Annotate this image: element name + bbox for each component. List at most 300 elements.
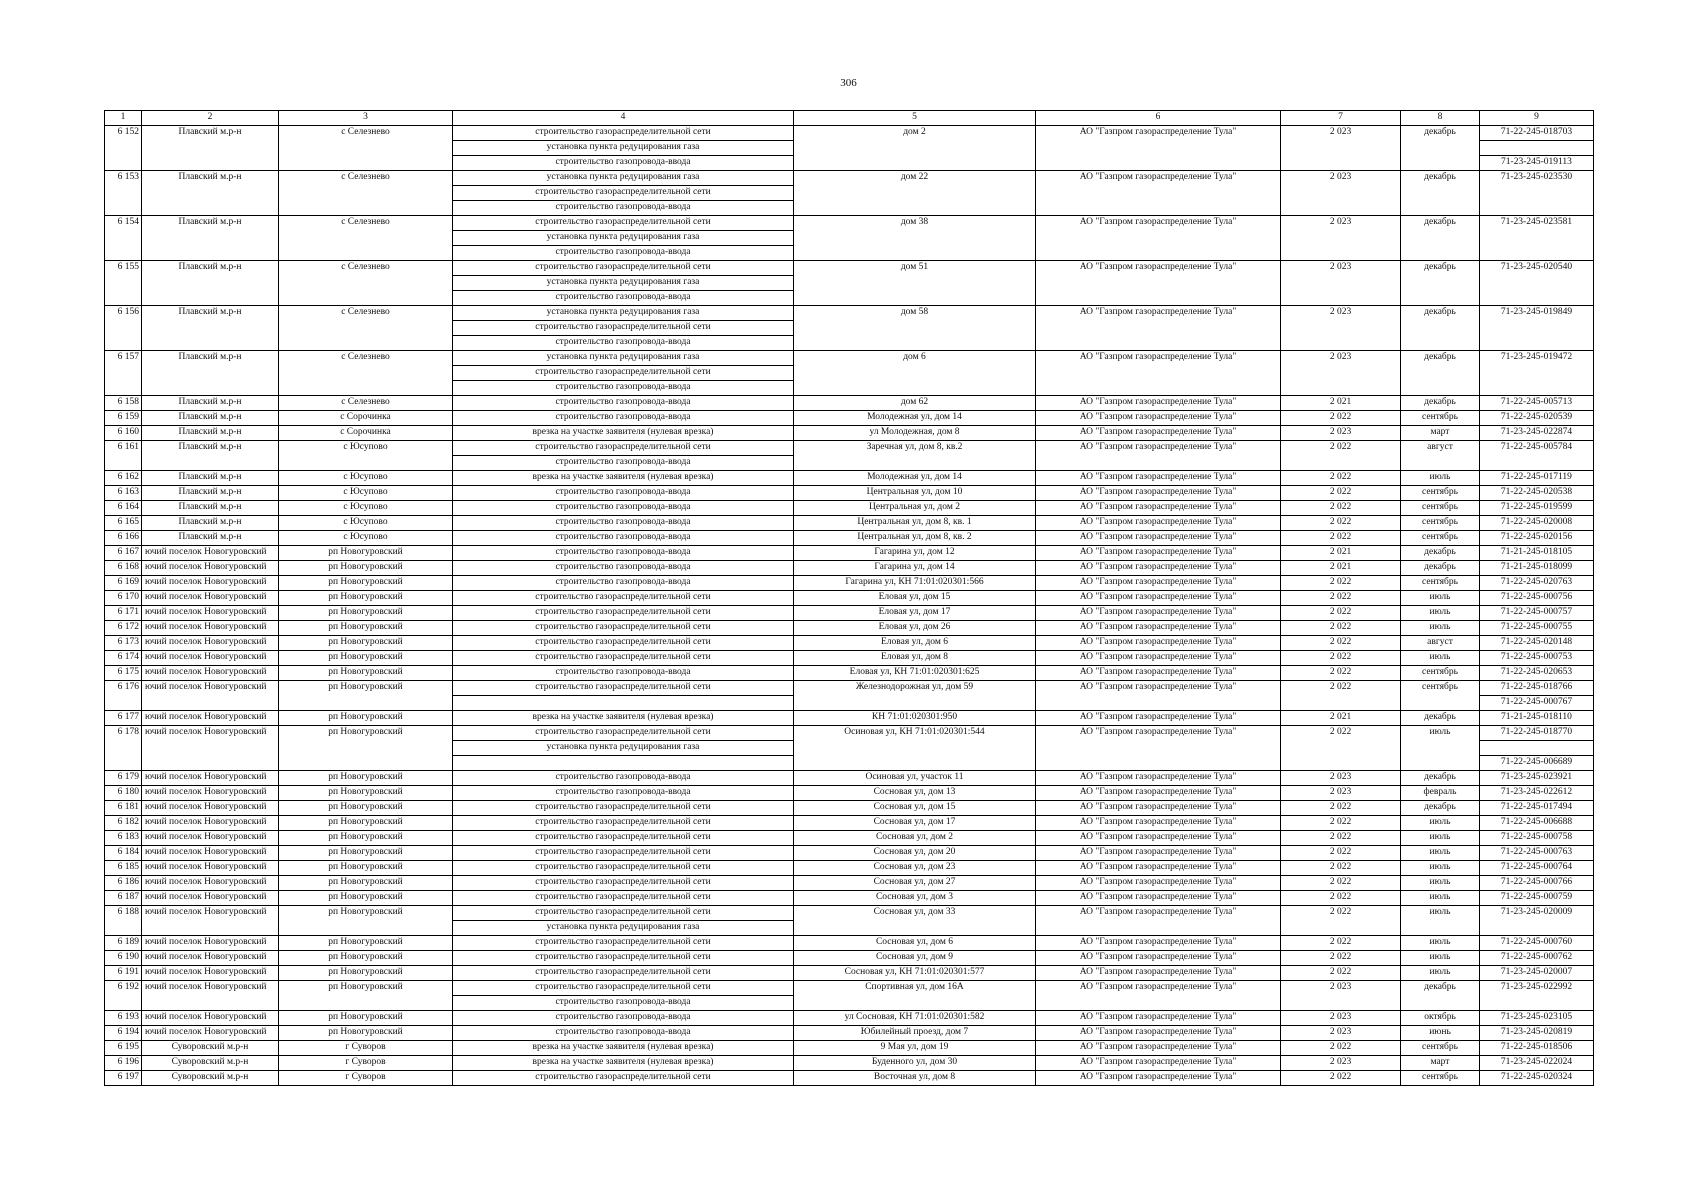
code-cell: 71-22-245-000760 bbox=[1480, 936, 1594, 951]
district-cell: ючий поселок Новогуровский bbox=[142, 831, 279, 846]
row-number: 6 195 bbox=[105, 1041, 142, 1056]
year-cell: 2 022 bbox=[1281, 651, 1401, 666]
organization-cell: АО "Газпром газораспределение Тула" bbox=[1036, 936, 1281, 951]
works-cell: строительство газопровода-ввода bbox=[453, 411, 794, 426]
year-cell: 2 022 bbox=[1281, 966, 1401, 981]
district-cell: Плавский м.р-н bbox=[142, 531, 279, 546]
code-cell: 71-23-245-019472 bbox=[1480, 351, 1594, 396]
address-cell: Центральная ул, дом 8, кв. 1 bbox=[794, 516, 1036, 531]
address-cell: Сосновая ул, КН 71:01:020301:577 bbox=[794, 966, 1036, 981]
row-number: 6 179 bbox=[105, 771, 142, 786]
row-number: 6 185 bbox=[105, 861, 142, 876]
month-cell: июль bbox=[1401, 651, 1480, 666]
code-cell: 71-22-245-020763 bbox=[1480, 576, 1594, 591]
row-number: 6 154 bbox=[105, 216, 142, 261]
month-cell: сентябрь bbox=[1401, 501, 1480, 516]
address-cell: дом 22 bbox=[794, 171, 1036, 216]
page-number: 306 bbox=[840, 77, 857, 89]
table-body bbox=[105, 126, 1594, 1086]
works-cell: строительство газораспределительной сети bbox=[453, 681, 794, 696]
district-cell: Плавский м.р-н bbox=[142, 261, 279, 306]
code-cell: 71-22-245-005713 bbox=[1480, 396, 1594, 411]
row-number: 6 165 bbox=[105, 516, 142, 531]
code-cell: 71-22-245-006689 bbox=[1480, 756, 1594, 771]
works-cell: строительство газораспределительной сети bbox=[453, 966, 794, 981]
settlement-cell: рп Новогуровский bbox=[279, 1026, 453, 1041]
organization-cell: АО "Газпром газораспределение Тула" bbox=[1036, 441, 1281, 471]
month-cell: июль bbox=[1401, 606, 1480, 621]
code-cell: 71-21-245-018099 bbox=[1480, 561, 1594, 576]
table-row bbox=[105, 1026, 1594, 1041]
settlement-cell: рп Новогуровский bbox=[279, 876, 453, 891]
year-cell: 2 023 bbox=[1281, 261, 1401, 306]
year-cell: 2 022 bbox=[1281, 816, 1401, 831]
row-number: 6 184 bbox=[105, 846, 142, 861]
organization-cell: АО "Газпром газораспределение Тула" bbox=[1036, 816, 1281, 831]
year-cell: 2 023 bbox=[1281, 771, 1401, 786]
year-cell: 2 021 bbox=[1281, 561, 1401, 576]
works-cell: строительство газораспределительной сети bbox=[453, 831, 794, 846]
settlement-cell: с Сорочинка bbox=[279, 411, 453, 426]
address-cell: Еловая ул, дом 26 bbox=[794, 621, 1036, 636]
table-row bbox=[105, 726, 1594, 741]
table-row bbox=[105, 591, 1594, 606]
year-cell: 2 022 bbox=[1281, 441, 1401, 471]
address-cell: дом 51 bbox=[794, 261, 1036, 306]
year-cell: 2 022 bbox=[1281, 861, 1401, 876]
address-cell: 9 Мая ул, дом 19 bbox=[794, 1041, 1036, 1056]
year-cell: 2 022 bbox=[1281, 606, 1401, 621]
organization-cell: АО "Газпром газораспределение Тула" bbox=[1036, 531, 1281, 546]
year-cell: 2 022 bbox=[1281, 801, 1401, 816]
settlement-cell: с Юсупово bbox=[279, 471, 453, 486]
organization-cell: АО "Газпром газораспределение Тула" bbox=[1036, 831, 1281, 846]
address-cell: Гагарина ул, КН 71:01:020301:566 bbox=[794, 576, 1036, 591]
row-number: 6 176 bbox=[105, 681, 142, 711]
month-cell: июль bbox=[1401, 951, 1480, 966]
district-cell: Плавский м.р-н bbox=[142, 501, 279, 516]
month-cell: декабрь bbox=[1401, 126, 1480, 171]
works-cell: строительство газораспределительной сети bbox=[453, 321, 794, 336]
month-cell: декабрь bbox=[1401, 351, 1480, 396]
works-cell: строительство газопровода-ввода bbox=[453, 456, 794, 471]
table-row bbox=[105, 306, 1594, 321]
settlement-cell: рп Новогуровский bbox=[279, 561, 453, 576]
organization-cell: АО "Газпром газораспределение Тула" bbox=[1036, 501, 1281, 516]
row-number: 6 182 bbox=[105, 816, 142, 831]
works-cell: строительство газораспределительной сети bbox=[453, 651, 794, 666]
organization-cell: АО "Газпром газораспределение Тула" bbox=[1036, 621, 1281, 636]
table-row bbox=[105, 1041, 1594, 1056]
code-cell: 71-23-245-023581 bbox=[1480, 216, 1594, 261]
code-cell: 71-23-245-020540 bbox=[1480, 261, 1594, 306]
code-cell: 71-22-245-017494 bbox=[1480, 801, 1594, 816]
works-cell: строительство газопровода-ввода bbox=[453, 336, 794, 351]
works-cell: строительство газораспределительной сети bbox=[453, 861, 794, 876]
code-cell: 71-23-245-020007 bbox=[1480, 966, 1594, 981]
table-row bbox=[105, 441, 1594, 456]
works-cell: строительство газораспределительной сети bbox=[453, 801, 794, 816]
code-cell: 71-23-245-022612 bbox=[1480, 786, 1594, 801]
works-cell: строительство газопровода-ввода bbox=[453, 996, 794, 1011]
address-cell: Юбилейный проезд, дом 7 bbox=[794, 1026, 1036, 1041]
works-cell: строительство газораспределительной сети bbox=[453, 606, 794, 621]
month-cell: сентябрь bbox=[1401, 486, 1480, 501]
address-cell: Спортивная ул, дом 16А bbox=[794, 981, 1036, 1011]
column-header-8: 8 bbox=[1401, 111, 1480, 126]
row-number: 6 189 bbox=[105, 936, 142, 951]
table-row bbox=[105, 606, 1594, 621]
year-cell: 2 023 bbox=[1281, 1011, 1401, 1026]
works-cell: строительство газопровода-ввода bbox=[453, 381, 794, 396]
organization-cell: АО "Газпром газораспределение Тула" bbox=[1036, 426, 1281, 441]
works-cell: строительство газораспределительной сети bbox=[453, 126, 794, 141]
month-cell: август bbox=[1401, 636, 1480, 651]
year-cell: 2 021 bbox=[1281, 546, 1401, 561]
settlement-cell: с Селезнево bbox=[279, 306, 453, 351]
code-cell: 71-22-245-000767 bbox=[1480, 696, 1594, 711]
works-cell: строительство газопровода-ввода bbox=[453, 501, 794, 516]
settlement-cell: рп Новогуровский bbox=[279, 831, 453, 846]
organization-cell: АО "Газпром газораспределение Тула" bbox=[1036, 1056, 1281, 1071]
month-cell: июль bbox=[1401, 591, 1480, 606]
month-cell: февраль bbox=[1401, 786, 1480, 801]
address-cell: Сосновая ул, дом 13 bbox=[794, 786, 1036, 801]
address-cell: Еловая ул, дом 8 bbox=[794, 651, 1036, 666]
district-cell: ючий поселок Новогуровский bbox=[142, 636, 279, 651]
row-number: 6 170 bbox=[105, 591, 142, 606]
code-cell bbox=[1480, 141, 1594, 156]
code-cell: 71-22-245-000757 bbox=[1480, 606, 1594, 621]
table-row bbox=[105, 891, 1594, 906]
settlement-cell: рп Новогуровский bbox=[279, 681, 453, 711]
district-cell: Плавский м.р-н bbox=[142, 516, 279, 531]
organization-cell: АО "Газпром газораспределение Тула" bbox=[1036, 846, 1281, 861]
address-cell: дом 2 bbox=[794, 126, 1036, 171]
district-cell: ючий поселок Новогуровский bbox=[142, 771, 279, 786]
address-cell: Сосновая ул, дом 20 bbox=[794, 846, 1036, 861]
organization-cell: АО "Газпром газораспределение Тула" bbox=[1036, 636, 1281, 651]
row-number: 6 190 bbox=[105, 951, 142, 966]
works-cell: строительство газопровода-ввода bbox=[453, 396, 794, 411]
works-cell: строительство газопровода-ввода bbox=[453, 486, 794, 501]
district-cell: ючий поселок Новогуровский bbox=[142, 966, 279, 981]
month-cell: июль bbox=[1401, 816, 1480, 831]
works-cell: установка пункта редуцирования газа bbox=[453, 306, 794, 321]
district-cell: Плавский м.р-н bbox=[142, 351, 279, 396]
settlement-cell: г Суворов bbox=[279, 1056, 453, 1071]
month-cell: декабрь bbox=[1401, 171, 1480, 216]
works-cell: строительство газопровода-ввода bbox=[453, 1011, 794, 1026]
code-cell: 71-22-245-020539 bbox=[1480, 411, 1594, 426]
table-row bbox=[105, 396, 1594, 411]
settlement-cell: рп Новогуровский bbox=[279, 786, 453, 801]
settlement-cell: рп Новогуровский bbox=[279, 966, 453, 981]
row-number: 6 159 bbox=[105, 411, 142, 426]
works-cell: строительство газораспределительной сети bbox=[453, 981, 794, 996]
row-number: 6 167 bbox=[105, 546, 142, 561]
month-cell: июль bbox=[1401, 966, 1480, 981]
organization-cell: АО "Газпром газораспределение Тула" bbox=[1036, 861, 1281, 876]
organization-cell: АО "Газпром газораспределение Тула" bbox=[1036, 396, 1281, 411]
organization-cell: АО "Газпром газораспределение Тула" bbox=[1036, 1071, 1281, 1086]
table-row bbox=[105, 861, 1594, 876]
address-cell: Железнодорожная ул, дом 59 bbox=[794, 681, 1036, 711]
organization-cell: АО "Газпром газораспределение Тула" bbox=[1036, 126, 1281, 171]
organization-cell: АО "Газпром газораспределение Тула" bbox=[1036, 261, 1281, 306]
code-cell: 71-22-245-000756 bbox=[1480, 591, 1594, 606]
month-cell: июль bbox=[1401, 471, 1480, 486]
row-number: 6 153 bbox=[105, 171, 142, 216]
district-cell: ючий поселок Новогуровский bbox=[142, 546, 279, 561]
works-cell: строительство газораспределительной сети bbox=[453, 936, 794, 951]
works-cell: установка пункта редуцирования газа bbox=[453, 231, 794, 246]
month-cell: сентябрь bbox=[1401, 516, 1480, 531]
works-cell: установка пункта редуцирования газа bbox=[453, 171, 794, 186]
organization-cell: АО "Газпром газораспределение Тула" bbox=[1036, 681, 1281, 711]
address-cell: ул Сосновая, КН 71:01:020301:582 bbox=[794, 1011, 1036, 1026]
organization-cell: АО "Газпром газораспределение Тула" bbox=[1036, 561, 1281, 576]
works-cell: строительство газораспределительной сети bbox=[453, 216, 794, 231]
address-cell: КН 71:01:020301:950 bbox=[794, 711, 1036, 726]
district-cell: Суворовский м.р-н bbox=[142, 1041, 279, 1056]
settlement-cell: рп Новогуровский bbox=[279, 936, 453, 951]
row-number: 6 171 bbox=[105, 606, 142, 621]
table-row bbox=[105, 1071, 1594, 1086]
organization-cell: АО "Газпром газораспределение Тула" bbox=[1036, 801, 1281, 816]
month-cell: март bbox=[1401, 1056, 1480, 1071]
district-cell: ючий поселок Новогуровский bbox=[142, 576, 279, 591]
data-table bbox=[104, 110, 1594, 1086]
works-cell: строительство газораспределительной сети bbox=[453, 891, 794, 906]
month-cell: сентябрь bbox=[1401, 666, 1480, 681]
table-row bbox=[105, 501, 1594, 516]
settlement-cell: с Селезнево bbox=[279, 171, 453, 216]
row-number: 6 166 bbox=[105, 531, 142, 546]
district-cell: Плавский м.р-н bbox=[142, 441, 279, 471]
district-cell: Плавский м.р-н bbox=[142, 426, 279, 441]
month-cell: июль bbox=[1401, 861, 1480, 876]
code-cell: 71-22-245-020653 bbox=[1480, 666, 1594, 681]
code-cell: 71-22-245-020538 bbox=[1480, 486, 1594, 501]
organization-cell: АО "Газпром газораспределение Тула" bbox=[1036, 666, 1281, 681]
table-row bbox=[105, 876, 1594, 891]
year-cell: 2 023 bbox=[1281, 786, 1401, 801]
month-cell: декабрь bbox=[1401, 711, 1480, 726]
row-number: 6 177 bbox=[105, 711, 142, 726]
works-cell: врезка на участке заявителя (нулевая врезка) bbox=[453, 711, 794, 726]
year-cell: 2 023 bbox=[1281, 306, 1401, 351]
settlement-cell: рп Новогуровский bbox=[279, 576, 453, 591]
column-header-6: 6 bbox=[1036, 111, 1281, 126]
year-cell: 2 022 bbox=[1281, 411, 1401, 426]
year-cell: 2 022 bbox=[1281, 486, 1401, 501]
row-number: 6 175 bbox=[105, 666, 142, 681]
year-cell: 2 022 bbox=[1281, 516, 1401, 531]
works-cell: строительство газопровода-ввода bbox=[453, 246, 794, 261]
code-cell: 71-21-245-018110 bbox=[1480, 711, 1594, 726]
address-cell: дом 6 bbox=[794, 351, 1036, 396]
district-cell: Плавский м.р-н bbox=[142, 171, 279, 216]
year-cell: 2 022 bbox=[1281, 876, 1401, 891]
district-cell: ючий поселок Новогуровский bbox=[142, 816, 279, 831]
month-cell: сентябрь bbox=[1401, 576, 1480, 591]
address-cell: Сосновая ул, дом 33 bbox=[794, 906, 1036, 936]
settlement-cell: с Селезнево bbox=[279, 351, 453, 396]
address-cell: Сосновая ул, дом 17 bbox=[794, 816, 1036, 831]
works-cell: установка пункта редуцирования газа bbox=[453, 921, 794, 936]
empty-cell bbox=[453, 696, 794, 711]
table-row bbox=[105, 561, 1594, 576]
year-cell: 2 022 bbox=[1281, 1071, 1401, 1086]
settlement-cell: с Селезнево bbox=[279, 261, 453, 306]
address-cell: Сосновая ул, дом 3 bbox=[794, 891, 1036, 906]
table-row bbox=[105, 936, 1594, 951]
row-number: 6 187 bbox=[105, 891, 142, 906]
settlement-cell: с Юсупово bbox=[279, 441, 453, 471]
row-number: 6 162 bbox=[105, 471, 142, 486]
row-number: 6 178 bbox=[105, 726, 142, 771]
code-cell: 71-23-245-019113 bbox=[1480, 156, 1594, 171]
code-cell: 71-22-245-017119 bbox=[1480, 471, 1594, 486]
address-cell: Еловая ул, дом 17 bbox=[794, 606, 1036, 621]
table-row bbox=[105, 981, 1594, 996]
year-cell: 2 023 bbox=[1281, 126, 1401, 171]
year-cell: 2 022 bbox=[1281, 471, 1401, 486]
works-cell: строительство газораспределительной сети bbox=[453, 261, 794, 276]
year-cell: 2 023 bbox=[1281, 981, 1401, 1011]
settlement-cell: рп Новогуровский bbox=[279, 891, 453, 906]
works-cell: врезка на участке заявителя (нулевая врезка) bbox=[453, 1056, 794, 1071]
table-row bbox=[105, 636, 1594, 651]
code-cell: 71-22-245-006688 bbox=[1480, 816, 1594, 831]
works-cell: врезка на участке заявителя (нулевая врезка) bbox=[453, 1041, 794, 1056]
month-cell: декабрь bbox=[1401, 216, 1480, 261]
works-cell: установка пункта редуцирования газа bbox=[453, 141, 794, 156]
code-cell: 71-22-245-018703 bbox=[1480, 126, 1594, 141]
table-row bbox=[105, 786, 1594, 801]
address-cell: Гагарина ул, дом 14 bbox=[794, 561, 1036, 576]
settlement-cell: с Юсупово bbox=[279, 501, 453, 516]
settlement-cell: рп Новогуровский bbox=[279, 666, 453, 681]
code-cell: 71-22-245-020156 bbox=[1480, 531, 1594, 546]
code-cell: 71-22-245-000759 bbox=[1480, 891, 1594, 906]
works-cell: строительство газопровода-ввода bbox=[453, 201, 794, 216]
table-row bbox=[105, 846, 1594, 861]
district-cell: Плавский м.р-н bbox=[142, 411, 279, 426]
table-row bbox=[105, 1011, 1594, 1026]
row-number: 6 183 bbox=[105, 831, 142, 846]
address-cell: дом 38 bbox=[794, 216, 1036, 261]
settlement-cell: рп Новогуровский bbox=[279, 816, 453, 831]
month-cell: сентябрь bbox=[1401, 411, 1480, 426]
works-cell: строительство газопровода-ввода bbox=[453, 1026, 794, 1041]
settlement-cell: с Юсупово bbox=[279, 516, 453, 531]
settlement-cell: рп Новогуровский bbox=[279, 546, 453, 561]
row-number: 6 152 bbox=[105, 126, 142, 171]
year-cell: 2 023 bbox=[1281, 1026, 1401, 1041]
code-cell: 71-22-245-020148 bbox=[1480, 636, 1594, 651]
works-cell: врезка на участке заявителя (нулевая врезка) bbox=[453, 471, 794, 486]
organization-cell: АО "Газпром газораспределение Тула" bbox=[1036, 1026, 1281, 1041]
district-cell: ючий поселок Новогуровский bbox=[142, 651, 279, 666]
works-cell: строительство газопровода-ввода bbox=[453, 546, 794, 561]
works-cell: строительство газопровода-ввода bbox=[453, 666, 794, 681]
month-cell: декабрь bbox=[1401, 801, 1480, 816]
year-cell: 2 022 bbox=[1281, 906, 1401, 936]
works-cell: строительство газораспределительной сети bbox=[453, 951, 794, 966]
table-row bbox=[105, 576, 1594, 591]
organization-cell: АО "Газпром газораспределение Тула" bbox=[1036, 711, 1281, 726]
year-cell: 2 022 bbox=[1281, 591, 1401, 606]
settlement-cell: рп Новогуровский bbox=[279, 771, 453, 786]
month-cell: март bbox=[1401, 426, 1480, 441]
code-cell: 71-22-245-020324 bbox=[1480, 1071, 1594, 1086]
address-cell: Буденного ул, дом 30 bbox=[794, 1056, 1036, 1071]
column-header-3: 3 bbox=[279, 111, 453, 126]
works-cell: строительство газопровода-ввода bbox=[453, 156, 794, 171]
row-number: 6 193 bbox=[105, 1011, 142, 1026]
code-cell: 71-22-245-000763 bbox=[1480, 846, 1594, 861]
organization-cell: АО "Газпром газораспределение Тула" bbox=[1036, 411, 1281, 426]
organization-cell: АО "Газпром газораспределение Тула" bbox=[1036, 906, 1281, 936]
row-number: 6 169 bbox=[105, 576, 142, 591]
table-row bbox=[105, 126, 1594, 141]
row-number: 6 196 bbox=[105, 1056, 142, 1071]
year-cell: 2 021 bbox=[1281, 711, 1401, 726]
table-row bbox=[105, 816, 1594, 831]
settlement-cell: с Юсупово bbox=[279, 531, 453, 546]
table-row bbox=[105, 351, 1594, 366]
district-cell: ючий поселок Новогуровский bbox=[142, 621, 279, 636]
code-cell: 71-22-245-018770 bbox=[1480, 726, 1594, 741]
district-cell: Плавский м.р-н bbox=[142, 126, 279, 171]
district-cell: Плавский м.р-н bbox=[142, 306, 279, 351]
settlement-cell: с Сорочинка bbox=[279, 426, 453, 441]
district-cell: ючий поселок Новогуровский bbox=[142, 906, 279, 936]
column-header-2: 2 bbox=[142, 111, 279, 126]
row-number: 6 172 bbox=[105, 621, 142, 636]
table-row bbox=[105, 621, 1594, 636]
settlement-cell: рп Новогуровский bbox=[279, 1011, 453, 1026]
organization-cell: АО "Газпром газораспределение Тула" bbox=[1036, 606, 1281, 621]
address-cell: Центральная ул, дом 2 bbox=[794, 501, 1036, 516]
column-header-4: 4 bbox=[453, 111, 794, 126]
code-cell: 71-21-245-018105 bbox=[1480, 546, 1594, 561]
table-row bbox=[105, 216, 1594, 231]
address-cell: Центральная ул, дом 8, кв. 2 bbox=[794, 531, 1036, 546]
organization-cell: АО "Газпром газораспределение Тула" bbox=[1036, 306, 1281, 351]
code-cell: 71-22-245-000753 bbox=[1480, 651, 1594, 666]
table-row bbox=[105, 546, 1594, 561]
year-cell: 2 021 bbox=[1281, 396, 1401, 411]
works-cell: врезка на участке заявителя (нулевая врезка) bbox=[453, 426, 794, 441]
table-row bbox=[105, 966, 1594, 981]
month-cell: август bbox=[1401, 441, 1480, 471]
code-cell: 71-23-245-022874 bbox=[1480, 426, 1594, 441]
row-number: 6 194 bbox=[105, 1026, 142, 1041]
district-cell: ючий поселок Новогуровский bbox=[142, 561, 279, 576]
year-cell: 2 022 bbox=[1281, 936, 1401, 951]
table-row bbox=[105, 951, 1594, 966]
row-number: 6 160 bbox=[105, 426, 142, 441]
month-cell: июль bbox=[1401, 831, 1480, 846]
code-cell: 71-23-245-022992 bbox=[1480, 981, 1594, 1011]
code-cell: 71-23-245-023105 bbox=[1480, 1011, 1594, 1026]
row-number: 6 156 bbox=[105, 306, 142, 351]
district-cell: Плавский м.р-н bbox=[142, 396, 279, 411]
code-cell: 71-22-245-000764 bbox=[1480, 861, 1594, 876]
